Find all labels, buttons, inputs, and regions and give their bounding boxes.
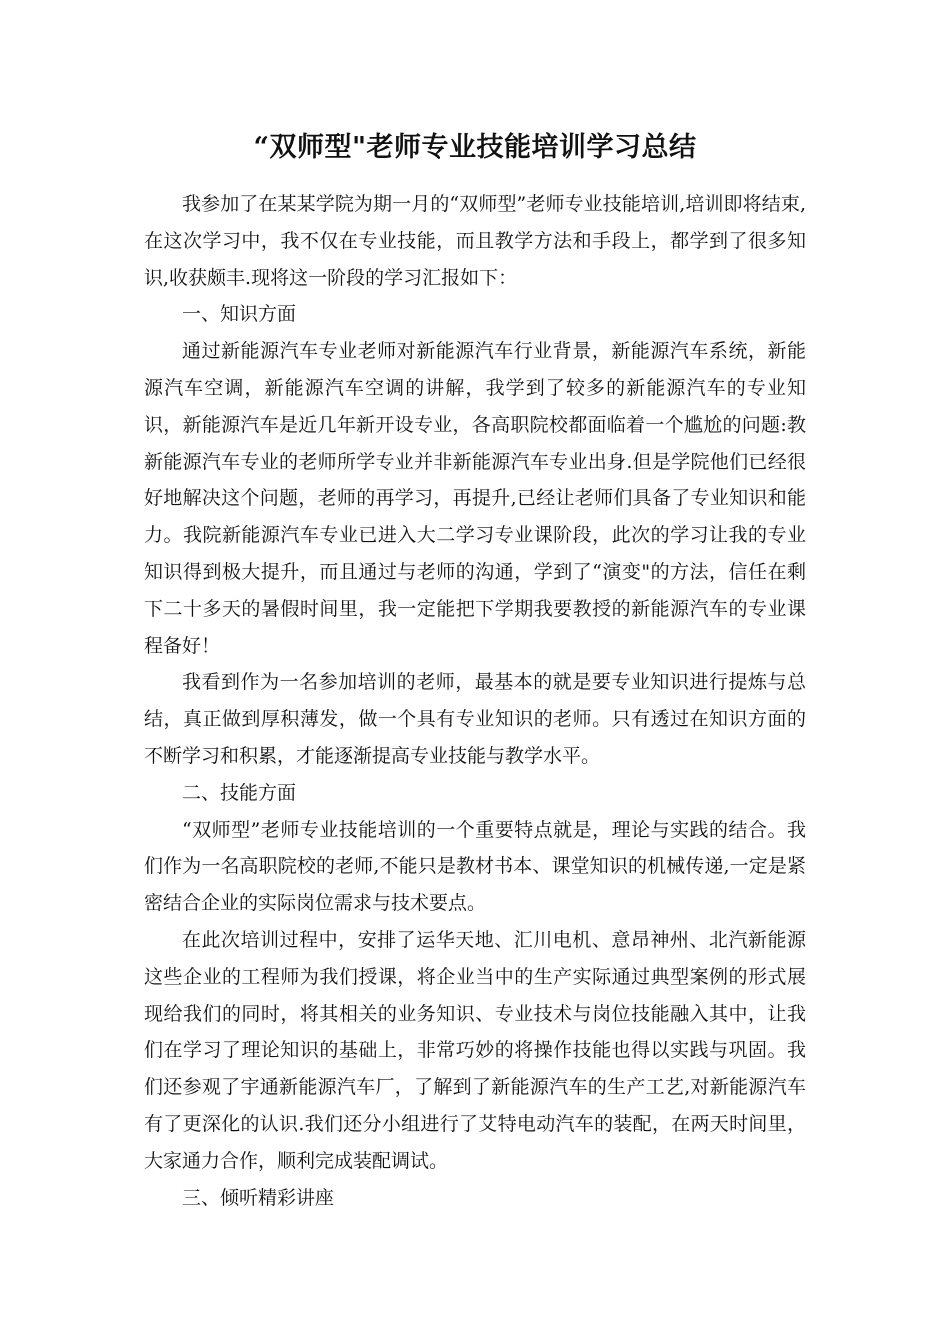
knowledge-reflection-paragraph: 我看到作为一名参加培训的老师，最基本的就是要专业知识进行提炼与总结，真正做到厚积薄发，做一个具有专业知识的老师。只有透过在知识方面的不断学习和积累，才能逐渐提高专业技能与教学水平。 — [144, 671, 806, 767]
intro-paragraph: 我参加了在某某学院为期一月的“双师型”老师专业技能培训,培训即将结束,在这次学习中，我不仅在专业技能，而且教学方法和手段上，都学到了很多知识,收获颇丰.现将这一阶段的学习汇报如下： — [144, 193, 806, 289]
training-process-paragraph: 在此次培训过程中，安排了运华天地、汇川电机、意昂神州、北汽新能源这些企业的工程师为我们授课，将企业当中的生产实际通过典型案例的形式展现给我们的同时，将其相关的业务知识、专业技术与岗位技能融入其中，让我们在学习了理论知识的基础上，非常巧妙的将操作技能也得以实践与巩固。我们还参观了宇通新能源汽车厂，了解到了新能源汽车的生产工艺,对新能源汽车有了更深化的认识.我们还分小组进行了艾特电动汽车的装配，在两天时间里，大家通力合作，顺利完成装配调试。 — [144, 928, 806, 1172]
knowledge-paragraph: 通过新能源汽车专业老师对新能源汽车行业背景，新能源汽车系统，新能源汽车空调，新能源汽车空调的讲解，我学到了较多的新能源汽车的专业知识，新能源汽车是近几年新开设专业，各高职院校都面临着一个尴尬的问题:教新能源汽车专业的老师所学专业并非新能源汽车专业出身.但是学院他们已经很好地解决这个问题，老师的再学习，再提升,已经让老师们具备了专业知识和能力。我院新能源汽车专业已进入大二学习专业课阶段，此次的学习让我的专业知识得到极大提升，而且通过与老师的沟通，学到了“演变"的方法，信任在剩下二十多天的暑假时间里，我一定能把下学期我要教授的新能源汽车的专业课程备好！ — [144, 340, 806, 657]
document-title: “双师型"老师专业技能培训学习总结 — [253, 132, 697, 163]
section-heading-skills: 二、技能方面 — [182, 781, 297, 804]
document-body — [144, 186, 806, 1216]
skills-paragraph: “双师型”老师专业技能培训的一个重要特点就是，理论与实践的结合。我们作为一名高职院校的老师,不能只是教材书本、课堂知识的机械传递,一定是紧密结合企业的实际岗位需求与技术要点。 — [144, 818, 806, 915]
section-heading-knowledge: 一、知识方面 — [182, 303, 297, 326]
section-heading-lectures: 三、倾听精彩讲座 — [182, 1186, 335, 1209]
